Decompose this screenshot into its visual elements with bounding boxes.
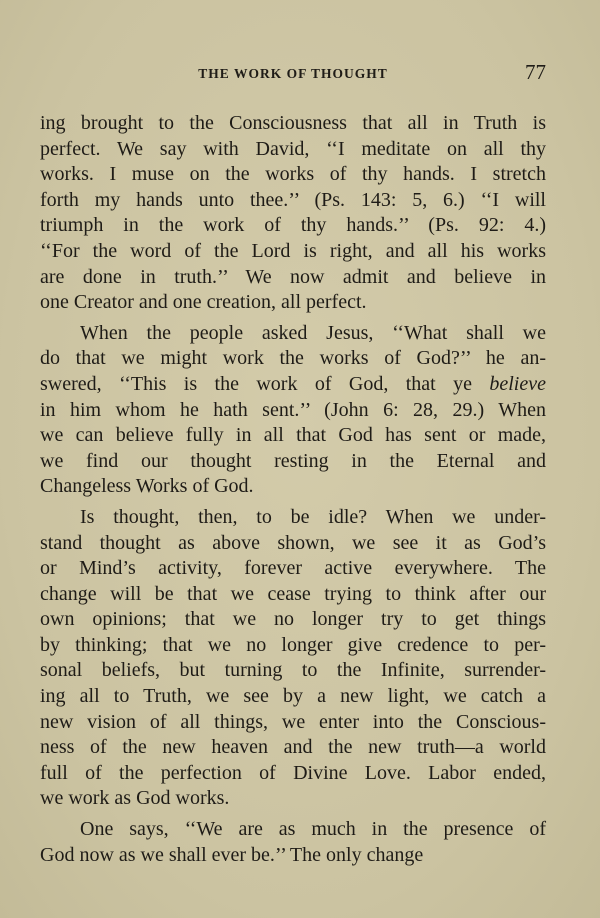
line-text: change will be that we cease trying to think after our	[40, 582, 546, 605]
line-text: in him whom he hath sent.’’ (John 6: 28, 29.) When	[40, 398, 546, 421]
text-line	[40, 162, 546, 188]
line-text: ‘‘For the word of the Lord is right, and all his works	[40, 239, 546, 262]
text-line	[40, 239, 546, 265]
line-text: works. I muse on the works of thy hands. I stretch	[40, 163, 546, 186]
text-line	[40, 346, 546, 372]
line-text: we can believe fully in all that God has sent or made,	[40, 424, 546, 447]
page-number: 77	[525, 60, 546, 84]
line-text: perfect. We say with David, ‘‘I meditate on all thy	[40, 137, 546, 160]
text-line	[40, 290, 546, 316]
line-text: forth my hands unto thee.’’ (Ps. 143: 5, 6.) ‘‘I will	[40, 188, 546, 211]
line-text: we find our thought resting in the Eternal and	[40, 449, 546, 472]
line-text: new vision of all things, we enter into the Conscious-	[40, 710, 546, 733]
text-line	[40, 633, 546, 659]
text-line	[40, 710, 546, 736]
paragraph	[40, 817, 546, 868]
line-text: ing brought to the Consciousness that all in Truth is	[40, 112, 546, 134]
text-line	[40, 505, 546, 531]
line-text: by thinking; that we no longer give credence to per-	[40, 633, 546, 656]
text-line	[40, 188, 546, 214]
line-text: ness of the new heaven and the new truth—a world	[40, 736, 546, 759]
text-line	[40, 474, 546, 500]
line-text: swered, ‘‘This is the work of God, that ye	[40, 372, 490, 395]
line-text: are done in truth.’’ We now admit and believe in	[40, 265, 546, 288]
text-line	[40, 843, 546, 869]
text-line	[40, 684, 546, 710]
paragraph	[40, 321, 546, 500]
text-line	[40, 735, 546, 761]
paragraph	[40, 505, 546, 812]
line-text: do that we might work the works of God?’’ he an-	[40, 347, 546, 370]
line-text: One says, ‘‘We are as much in the presence of	[80, 818, 546, 841]
line-text: one Creator and one creation, all perfect.	[40, 291, 367, 314]
page-body	[40, 111, 546, 873]
text-line	[40, 423, 546, 449]
line-text: ing all to Truth, we see by a new light, we catch a	[40, 685, 546, 708]
text-line	[40, 321, 546, 347]
line-text: When the people asked Jesus, ‘‘What shall we	[80, 321, 546, 344]
page-header	[40, 62, 546, 86]
line-text: God now as we shall ever be.’’ The only change	[40, 843, 424, 866]
text-line	[40, 607, 546, 633]
line-text: full of the perfection of Divine Love. Labor ended,	[40, 761, 546, 784]
line-text: Changeless Works of God.	[40, 475, 254, 498]
line-text: triumph in the work of thy hands.’’ (Ps. 92: 4.)	[40, 214, 546, 237]
text-line	[40, 786, 546, 812]
text-line	[40, 761, 546, 787]
text-line	[40, 658, 546, 684]
italic-word: believe	[489, 372, 546, 395]
text-line	[40, 213, 546, 239]
line-text: we work as God works.	[40, 787, 230, 810]
line-text: or Mind’s activity, forever active everywhere. The	[40, 557, 546, 580]
text-line	[40, 556, 546, 582]
text-line	[40, 372, 546, 398]
line-text: Is thought, then, to be idle? When we under-	[80, 505, 546, 528]
text-line	[40, 398, 546, 424]
paragraph	[40, 111, 546, 316]
line-text: own opinions; that we no longer try to get things	[40, 608, 546, 631]
text-line	[40, 817, 546, 843]
text-line	[40, 582, 546, 608]
line-text: stand thought as above shown, we see it as God’s	[40, 531, 546, 554]
text-line	[40, 265, 546, 291]
text-line	[40, 531, 546, 557]
text-line	[40, 111, 546, 137]
text-line	[40, 449, 546, 475]
running-title: THE WORK OF THOUGHT	[198, 66, 388, 81]
text-line	[40, 137, 546, 163]
line-text: sonal beliefs, but turning to the Infinite, surrender-	[40, 659, 546, 682]
